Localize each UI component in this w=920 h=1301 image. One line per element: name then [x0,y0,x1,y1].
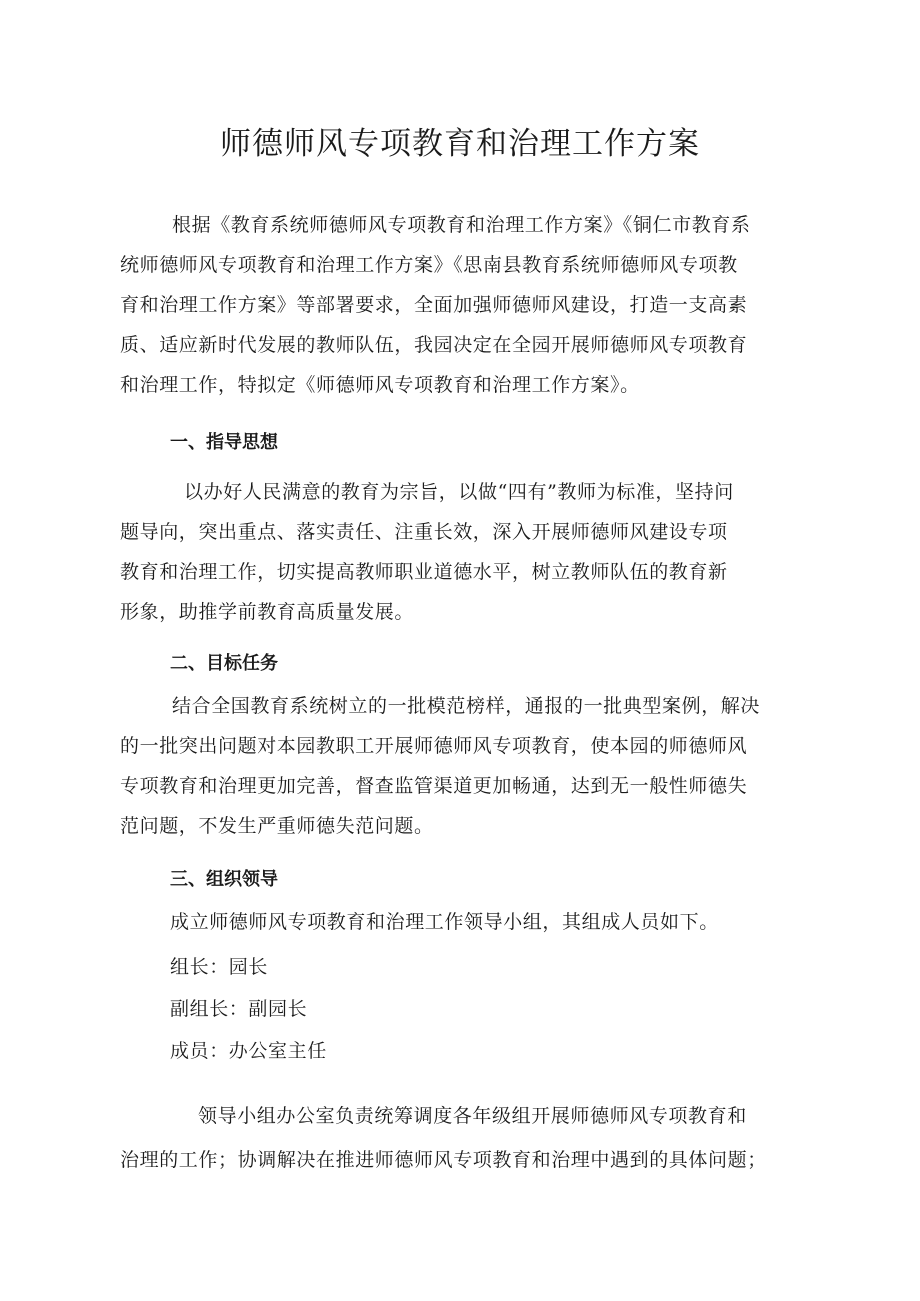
intro-paragraph [120,205,840,405]
section3-closing-paragraph [120,1094,840,1182]
member-leader: 组长：园长 [170,956,269,978]
section3-closing-line: 治理的工作；协调解决在推进师德师风专项教育和治理中遇到的具体问题； [120,1149,767,1171]
intro-line: 统师德师风专项教育和治理工作方案》《思南县教育系统师德师风专项教 [120,254,738,276]
section1-line: 形象，助推学前教育高质量发展。 [120,601,415,623]
intro-line: 根据《教育系统师德师风专项教育和治理工作方案》《铜仁市教育系 [172,214,751,236]
section2-paragraph [120,686,840,846]
section2-line: 结合全国教育系统树立的一批模范榜样，通报的一批典型案例，解决 [172,695,761,717]
section1-line: 以办好人民满意的教育为宗旨，以做“四有”教师为标准，坚持问 [184,481,734,503]
section1-paragraph [120,472,840,632]
section1-line: 教育和治理工作，切实提高教师职业道德水平，树立教师队伍的教育新 [120,561,728,583]
intro-line: 育和治理工作方案》等部署要求，全面加强师德师风建设，打造一支高素 [120,294,748,316]
leadership-members-list [170,946,850,1072]
section2-line: 范问题，不发生严重师德失范问题。 [120,815,434,837]
member-deputy-leader: 副组长：副园长 [170,998,308,1020]
section3-closing-line: 领导小组办公室负责统筹调度各年级组开展师德师风专项教育和 [198,1105,747,1127]
section1-line: 题导向，突出重点、落实责任、注重长效，深入开展师德师风建设专项 [120,521,728,543]
intro-line: 质、适应新时代发展的教师队伍，我园决定在全园开展师德师风专项教育 [120,334,748,356]
section2-line: 专项教育和治理更加完善，督查监管渠道更加畅通，达到无一般性师德失 [120,775,748,797]
intro-line: 和治理工作，特拟定《师德师风专项教育和治理工作方案》。 [120,374,640,396]
section2-line: 的一批突出问题对本园教职工开展师德师风专项教育，使本园的师德师风 [120,735,748,757]
member-staff: 成员：办公室主任 [170,1040,327,1062]
section3-intro [170,902,850,942]
document-title: 师德师风专项教育和治理工作方案 [220,126,700,162]
section-heading-guiding-ideology: 一、指导思想 [170,432,278,453]
section-heading-goals-tasks: 二、目标任务 [170,653,278,674]
section3-intro-line: 成立师德师风专项教育和治理工作领导小组，其组成人员如下。 [170,911,719,933]
section-heading-organization: 三、组织领导 [170,869,278,890]
